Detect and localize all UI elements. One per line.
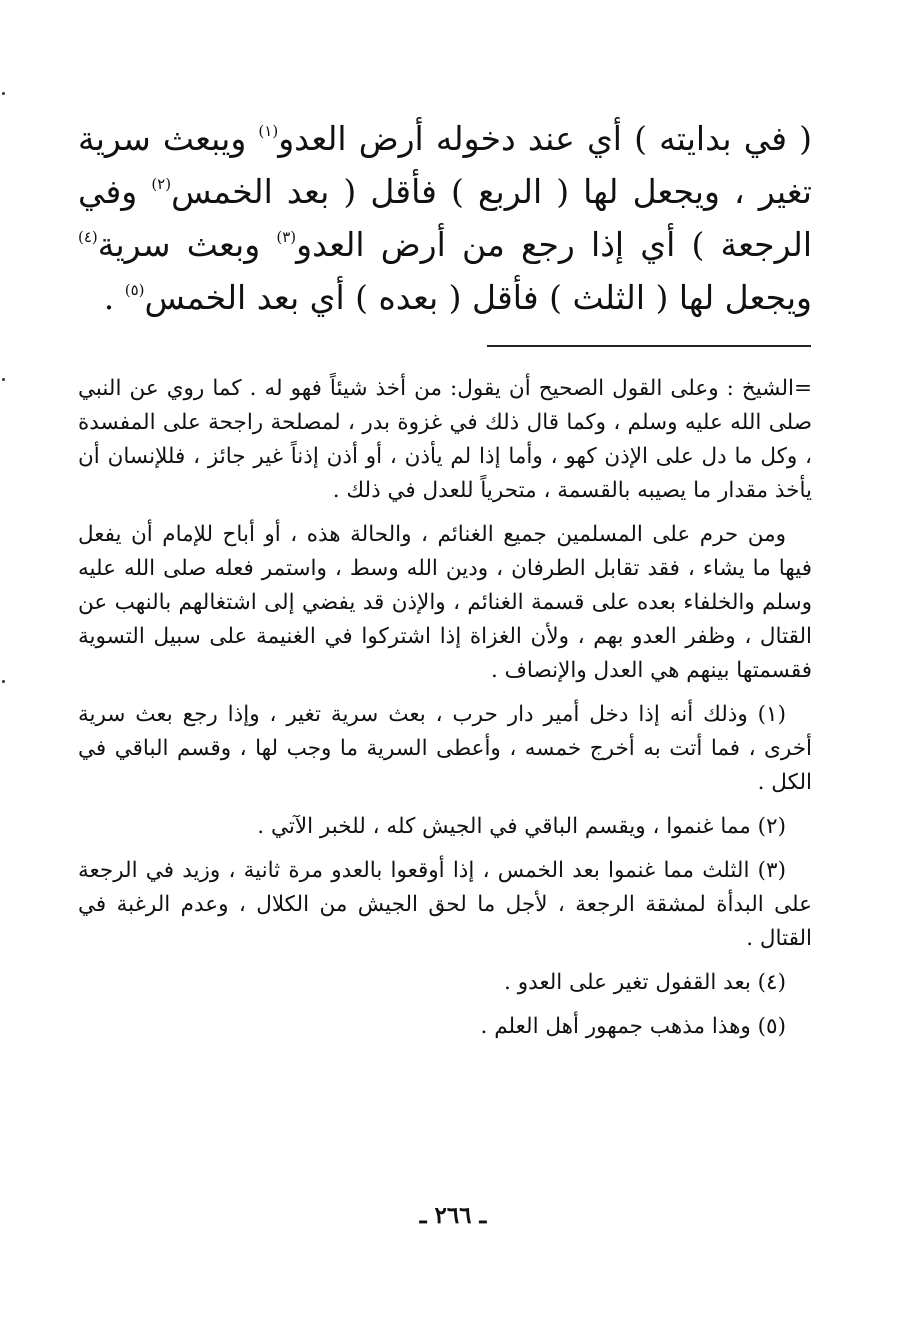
footnote-4: (٤) بعد القفول تغير على العدو . bbox=[504, 970, 786, 995]
footnote-ref[interactable]: (٥) bbox=[124, 281, 145, 299]
footnote-2: (٢) مما غنموا ، ويقسم الباقي في الجيش كله ، للخبر الآتي . bbox=[257, 814, 786, 839]
footnote-5: (٥) وهذا مذهب جمهور أهل العلم . bbox=[480, 1014, 786, 1039]
main-line: وفي الرجعة ) أي إذا رجع من أرض العدو bbox=[78, 172, 813, 264]
footnote-paragraph: ومن حرم على المسلمين جميع الغنائم ، والحالة هذه ، أو أباح للإمام أن يفعل فيها ما يشاء ، فقد تقابل الطرفان ، ودين الله وسط ، واستمر فعله صلى الله عليه وسلم والخلفاء بعده على قسمة الغنائم ، والإذن قد يفضي إلى اشتغالهم بالنهب عن القتال ، وظفر العدو بهم ، ولأن الغزاة إذا اشتركوا في الغنيمة على سبيل التسوية فقسمتها بينهم هي العدل والإنصاف . bbox=[78, 522, 812, 683]
scan-speck bbox=[2, 92, 5, 95]
main-line: ( في بدايته ) أي عند دخوله أرض العدو bbox=[278, 119, 812, 158]
footnote-continuation: =الشيخ : وعلى القول الصحيح أن يقول: من أخذ شيئاً فهو له . كما روي عن النبي صلى الله عليه وسلم ، وكما قال ذلك في غزوة بدر ، لمصلحة راجحة على المفسدة ، وكل ما دل على الإذن كهو ، وأما إذا لم يأذن ، أو أذن إذناً غير جائز ، فللإنسان أن يأخذ مقدار ما يصيبه بالقسمة ، متحرياً للعدل في ذلك . bbox=[78, 376, 812, 503]
footnote-ref[interactable]: (٤) bbox=[78, 228, 98, 246]
footnotes bbox=[78, 372, 812, 1054]
scan-speck bbox=[2, 378, 5, 381]
footnote-separator bbox=[487, 345, 811, 347]
page-number: ـ ٢٦٦ ـ bbox=[419, 1202, 487, 1229]
footnote-ref[interactable]: (٣) bbox=[276, 228, 297, 246]
footnote-1: (١) وذلك أنه إذا دخل أمير دار حرب ، بعث سرية تغير ، وإذا رجع بعث سرية أخرى ، فما أتت به أخرج خمسه ، وأعطى السرية ما وجب لها ، وقسم الباقي في الكل . bbox=[78, 702, 812, 795]
main-line: ويجعل لها ( الثلث ) فأقل ( بعده ) أي بعد الخمس bbox=[144, 278, 812, 317]
main-line: ويبعث سرية تغير ، ويجعل لها ( الربع ) فأقل ( بعد الخمس bbox=[78, 119, 812, 211]
scan-speck bbox=[2, 680, 5, 683]
footnote-3: (٣) الثلث مما غنموا بعد الخمس ، إذا أوقعوا بالعدو مرة ثانية ، وزيد في الرجعة على البدأة لمشقة الرجعة ، لأجل ما لحق الجيش من الكلال ، وعدم الرغبة في القتال . bbox=[78, 858, 812, 951]
footnote-ref[interactable]: (١) bbox=[258, 122, 279, 140]
main-line: وبعث سرية bbox=[97, 225, 261, 264]
main-text bbox=[78, 112, 812, 324]
footnote-ref[interactable]: (٢) bbox=[151, 175, 172, 193]
main-paragraph bbox=[78, 112, 812, 324]
main-line-end: . bbox=[103, 278, 125, 317]
